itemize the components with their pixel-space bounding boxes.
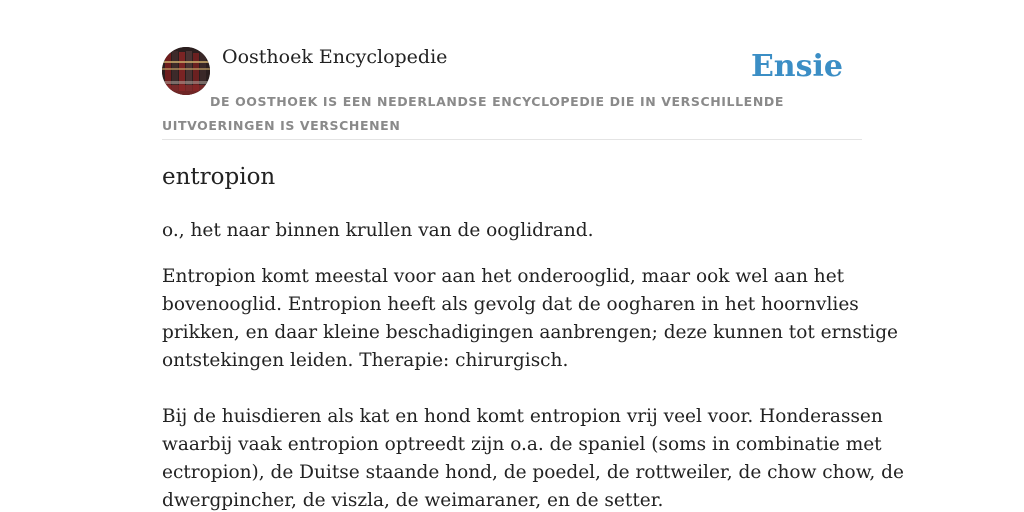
paragraph-1-line: bovenooglid. Entropion heeft als gevolg dat de oogharen in het hoornvlies xyxy=(162,294,859,315)
site-tagline: DE OOSTHOEK IS EEN NEDERLANDSE ENCYCLOPEDIE DIE IN VERSCHILLENDE UITVOERINGEN IS VERSCHENEN xyxy=(162,94,784,133)
paragraph-1-line: prikken, en daar kleine beschadigingen aanbrengen; deze kunnen tot ernstige xyxy=(162,322,898,343)
book-spines-icon[interactable] xyxy=(162,47,210,95)
paragraph-2-line: ectropion), de Duitse staande hond, de poedel, de rottweiler, de chow chow, de xyxy=(162,462,904,483)
paragraph-2-line: dwergpincher, de viszla, de weimaraner, en de setter. xyxy=(162,490,664,511)
paragraph-1-line: ontstekingen leiden. Therapie: chirurgisch. xyxy=(162,350,569,371)
page-container xyxy=(162,0,904,511)
paragraph-2-line: waarbij vaak entropion optreedt zijn o.a. de spaniel (soms in combinatie met xyxy=(162,434,882,455)
paragraph-gap xyxy=(162,375,862,403)
article-title: entropion xyxy=(162,164,276,190)
site-header xyxy=(162,0,862,140)
paragraph-1-line: Entropion komt meestal voor aan het onderooglid, maar ook wel aan het xyxy=(162,266,845,287)
article-definition: o., het naar binnen krullen van de ooglidrand. xyxy=(162,220,594,241)
article-body xyxy=(162,263,904,512)
brand-logo[interactable]: Ensie xyxy=(750,49,843,84)
paragraph-2-line: Bij de huisdieren als kat en hond komt entropion vrij veel voor. Honderassen xyxy=(162,406,883,427)
site-name[interactable]: Oosthoek Encyclopedie xyxy=(222,46,448,68)
